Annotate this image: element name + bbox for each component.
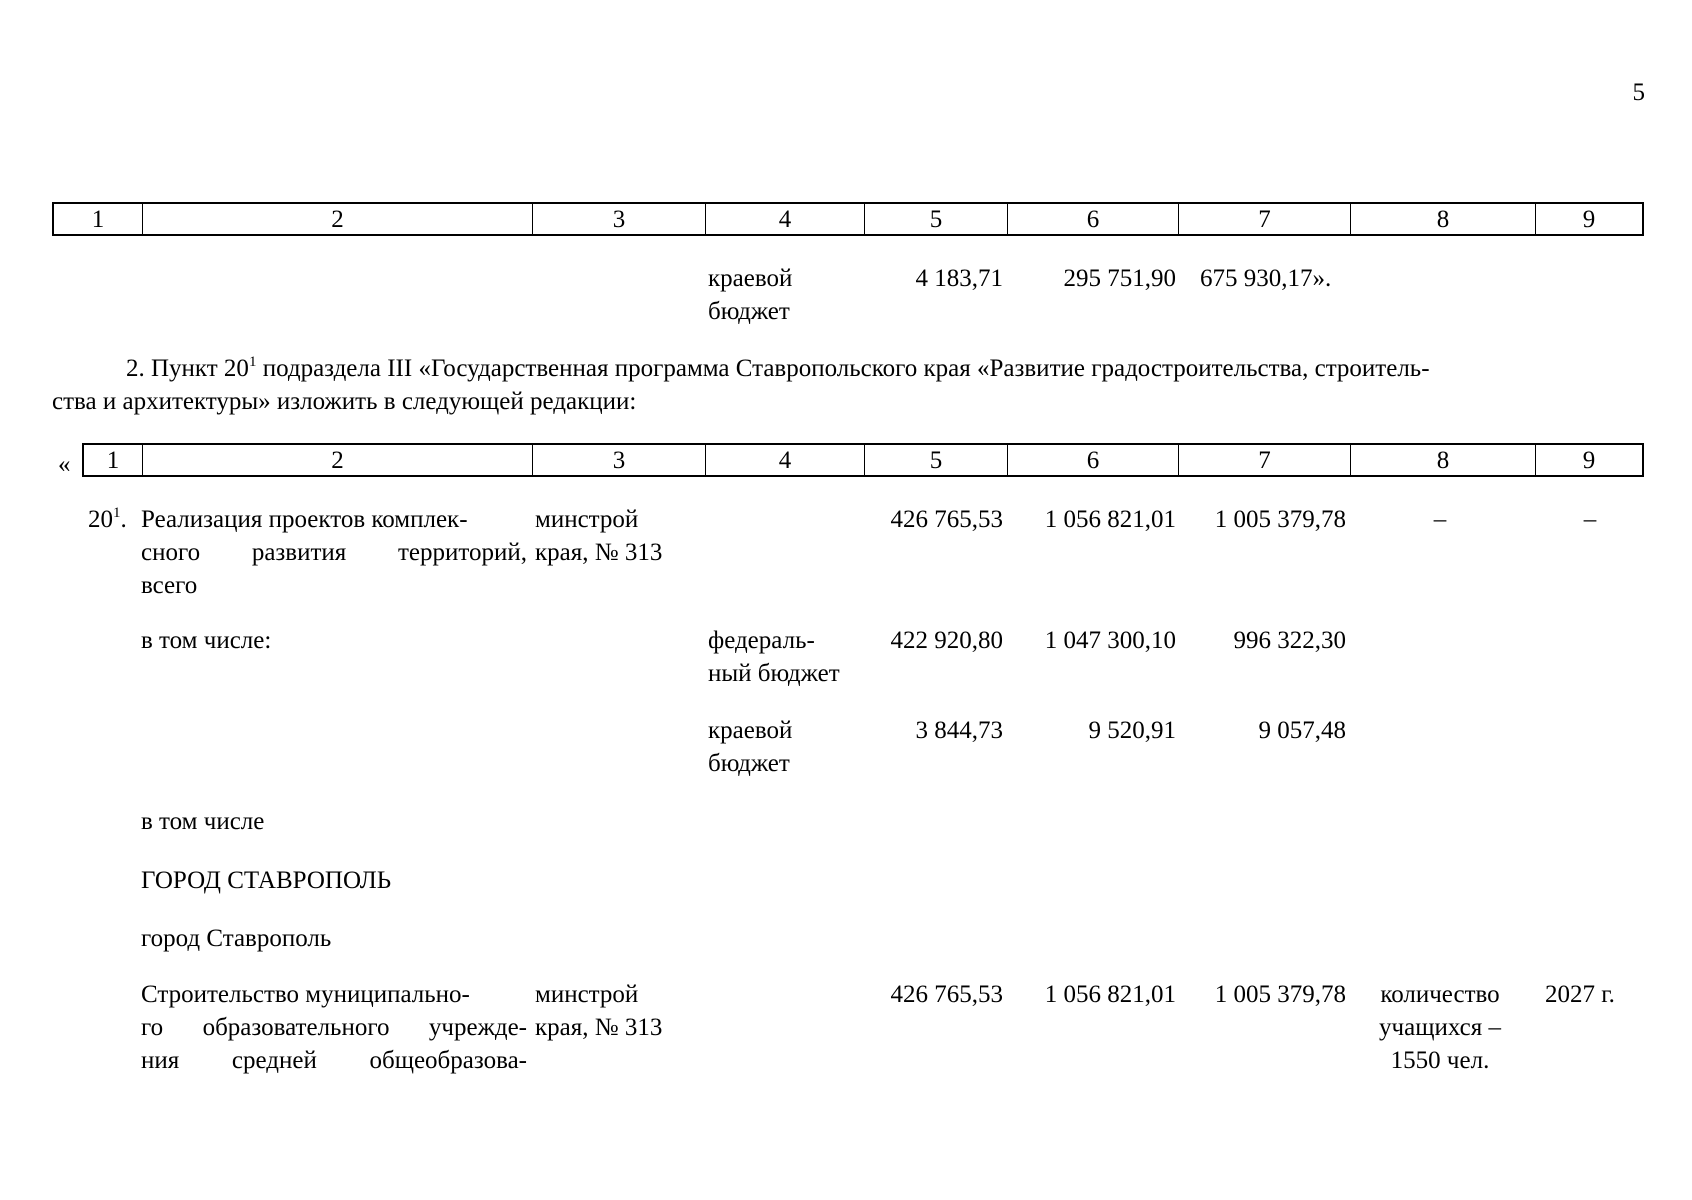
column-header-cell: 2: [142, 204, 532, 234]
column-header-cell: 7: [1178, 204, 1350, 234]
amount-col6: 1 047 300,10: [1044, 627, 1176, 654]
budget-source-line: краевой: [708, 717, 793, 744]
column-header-cell: 1: [106, 447, 120, 474]
column-header-cell: 8: [1350, 445, 1535, 475]
budget-source-line: ный бюджет: [708, 660, 840, 687]
amount-col5: 426 765,53: [890, 981, 1003, 1008]
paragraph-line: [52, 352, 1632, 385]
column-header-cell: 6: [1007, 204, 1178, 234]
paragraph-text: 2. Пункт 20: [126, 355, 249, 382]
activity-name-line: Строительство муниципально-: [141, 981, 470, 1008]
row-number-text: .: [120, 506, 127, 533]
result-indicator-line: количество: [1380, 981, 1500, 1008]
budget-source: [708, 714, 792, 780]
completion-year: 2027 г.: [1545, 981, 1615, 1008]
superscript: 1: [113, 505, 121, 521]
budget-source-line: бюджет: [708, 298, 790, 325]
amount-col5: 426 765,53: [890, 506, 1003, 533]
activity-name-line: го образовательного учрежде-: [141, 1014, 527, 1041]
amount-col6: 9 520,91: [1088, 717, 1176, 744]
superscript: 1: [248, 354, 257, 370]
activity-name: [141, 503, 527, 602]
amount-col7: 675 930,17».: [1200, 265, 1332, 292]
column-header-table: [52, 202, 1644, 236]
column-header-cell: 4: [705, 445, 864, 475]
activity-name-line: сного развития территорий,: [141, 539, 527, 566]
column-header-cell: 9: [1535, 445, 1642, 475]
amount-col6: 1 056 821,01: [1044, 981, 1176, 1008]
result-indicator-line: 1550 чел.: [1390, 1047, 1490, 1074]
column-header-cell: 2: [142, 445, 532, 475]
row-number-text: 20: [88, 506, 113, 533]
budget-source: [708, 624, 840, 690]
executor-line: края, № 313: [535, 539, 663, 566]
activity-name: [141, 978, 527, 1077]
activity-name-line: ния средней общеобразова-: [141, 1047, 527, 1074]
amount-col6: 1 056 821,01: [1044, 506, 1176, 533]
amount-col7: 996 322,30: [1233, 627, 1346, 654]
column-header-cell: 8: [1350, 204, 1535, 234]
amendment-paragraph: [52, 352, 1632, 418]
amount-col7: 1 005 379,78: [1214, 981, 1346, 1008]
result-indicator-line: учащихся –: [1379, 1014, 1501, 1041]
column-header-cell: 1: [91, 206, 105, 233]
result-indicator: [1360, 978, 1520, 1077]
amount-col7: 1 005 379,78: [1214, 506, 1346, 533]
including-label: в том числе: [141, 808, 265, 835]
column-header-table: [82, 443, 1644, 477]
row-number: [88, 503, 127, 536]
city-subheading: город Ставрополь: [141, 925, 332, 952]
executor: [535, 978, 662, 1044]
amount-col6: 295 751,90: [1063, 265, 1176, 292]
indicator-dash: –: [1433, 506, 1447, 533]
column-header-cell: 3: [532, 204, 705, 234]
column-header-cell: 6: [1007, 445, 1178, 475]
page-number: 5: [1632, 79, 1645, 106]
paragraph-text: подраздела III «Государственная программа Ставропольского края «Развитие градостроительства, строитель-: [256, 355, 1430, 382]
amount-col5: 422 920,80: [890, 627, 1003, 654]
including-label: в том числе:: [141, 627, 272, 654]
budget-source-line: бюджет: [708, 750, 790, 777]
city-heading: ГОРОД СТАВРОПОЛЬ: [141, 867, 392, 894]
executor-line: минстрой: [535, 506, 639, 533]
budget-source: [708, 262, 792, 328]
opening-quote: «: [58, 451, 71, 478]
executor-line: минстрой: [535, 981, 639, 1008]
column-header-cell: 7: [1178, 445, 1350, 475]
amount-col5: 3 844,73: [915, 717, 1003, 744]
budget-source-line: краевой: [708, 265, 793, 292]
year-dash: –: [1583, 506, 1597, 533]
budget-source-line: федераль-: [708, 627, 815, 654]
executor-line: края, № 313: [535, 1014, 663, 1041]
executor: [535, 503, 662, 569]
amount-col7: 9 057,48: [1258, 717, 1346, 744]
column-header-cell: 5: [864, 204, 1007, 234]
column-header-cell: 4: [705, 204, 864, 234]
activity-name-line: всего: [141, 572, 198, 599]
column-header-cell: 9: [1535, 204, 1642, 234]
paragraph-line: ства и архитектуры» изложить в следующей редакции:: [52, 388, 637, 415]
column-header-cell: 3: [532, 445, 705, 475]
column-header-cell: 5: [864, 445, 1007, 475]
activity-name-line: Реализация проектов комплек-: [141, 506, 468, 533]
amount-col5: 4 183,71: [915, 265, 1003, 292]
